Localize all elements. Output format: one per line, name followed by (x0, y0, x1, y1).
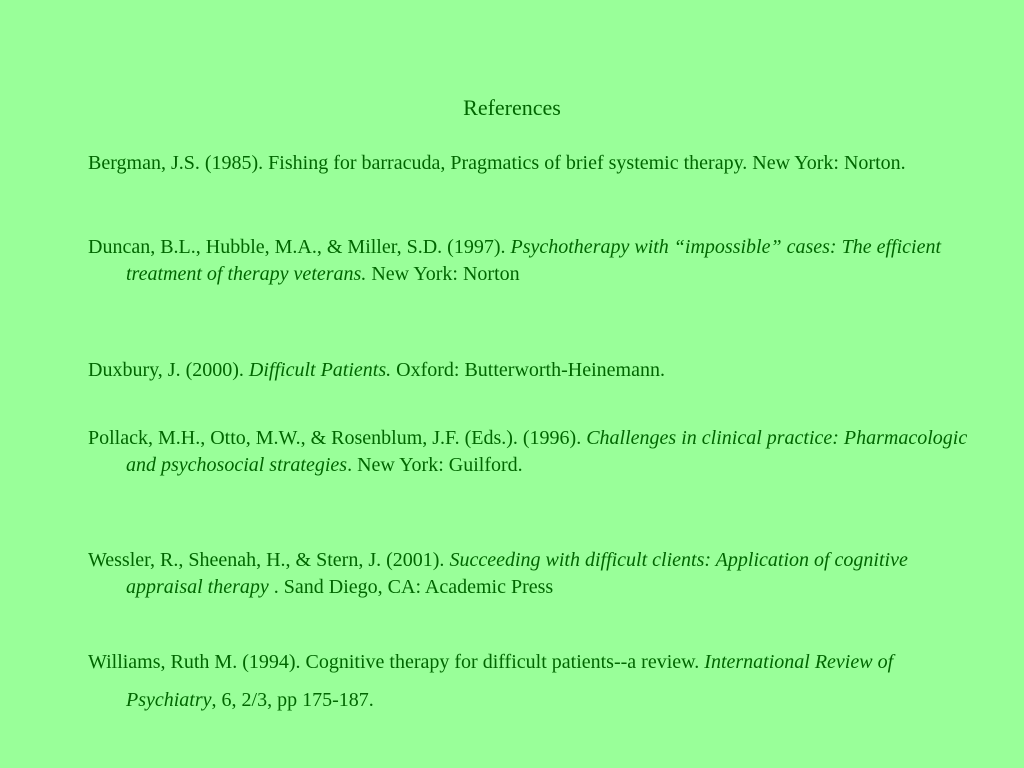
reference-text: Bergman, J.S. (1985). Fishing for barracuda, Pragmatics of brief systemic therapy. New York: Norton. (88, 152, 906, 174)
reference-authors: Pollack, M.H., Otto, M.W., & Rosenblum, J.F. (Eds.). (1996). (88, 427, 587, 449)
reference-item (88, 357, 986, 384)
reference-item (88, 643, 986, 719)
reference-authors: Wessler, R., Sheenah, H., & Stern, J. (2001). (88, 549, 450, 571)
reference-publisher: New York: Norton (366, 263, 520, 285)
reference-publisher: . New York: Guilford. (347, 454, 523, 476)
reference-journal: International Review of Psychiatry (126, 651, 894, 711)
reference-title: Difficult Patients. (248, 359, 392, 381)
reference-item (88, 234, 986, 288)
reference-title: Succeeding with difficult clients: Application of cognitive appraisal therapy (126, 549, 908, 598)
reference-item (88, 150, 986, 177)
reference-item (88, 425, 986, 479)
reference-item (88, 547, 986, 601)
reference-title: Psychotherapy with “impossible” cases: The efficient treatment of therapy veterans. (126, 236, 941, 285)
page-title: References (463, 95, 561, 120)
reference-publisher: Oxford: Butterworth-Heinemann. (391, 359, 665, 381)
reference-authors: Williams, Ruth M. (1994). Cognitive therapy for difficult patients--a review. (88, 651, 705, 673)
reference-authors: Duxbury, J. (2000). (88, 359, 249, 381)
reference-title: Challenges in clinical practice: Pharmacologic and psychosocial strategies (126, 427, 968, 476)
reference-details: , 6, 2/3, pp 175-187. (211, 689, 374, 711)
reference-authors: Duncan, B.L., Hubble, M.A., & Miller, S.D. (1997). (88, 236, 511, 258)
reference-publisher: . Sand Diego, CA: Academic Press (268, 576, 554, 598)
